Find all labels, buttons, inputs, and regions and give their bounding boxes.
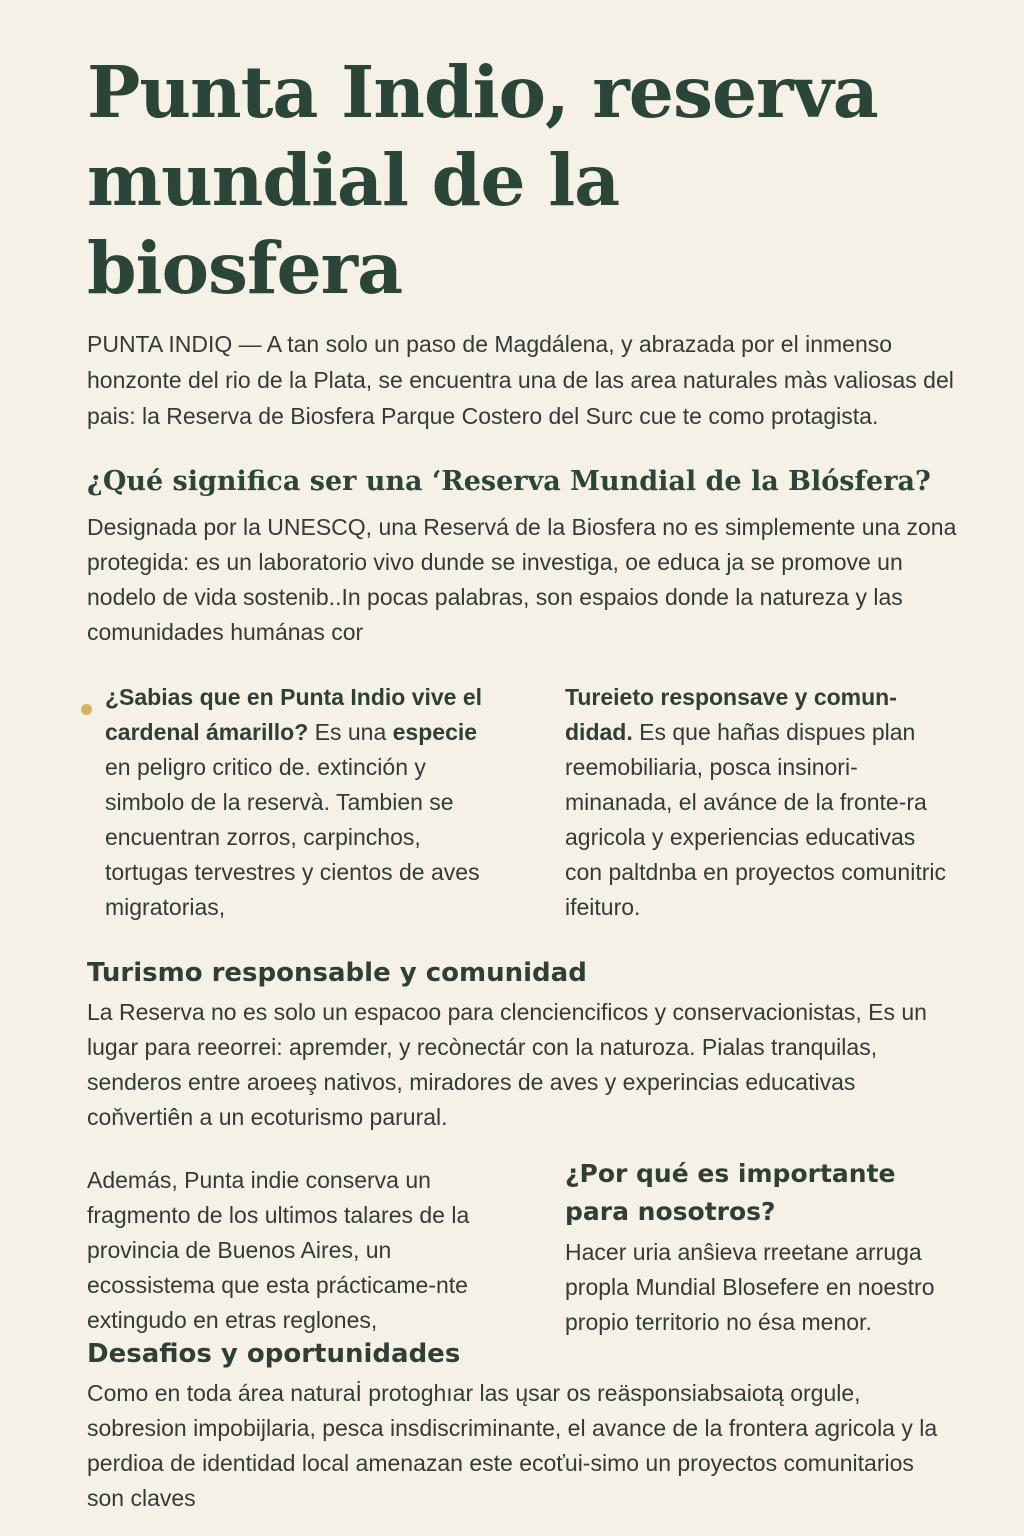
section-desafios	[87, 1336, 957, 1516]
title-line-2: mundial de la biosfera	[87, 138, 620, 310]
column-talares	[87, 1163, 507, 1340]
bullet-dot-icon	[81, 704, 92, 715]
importance-heading: ¿Por qué es importante para nosotros?	[565, 1159, 896, 1226]
article-title	[87, 48, 957, 312]
title-line-1: Punta Indio, reserva	[87, 50, 878, 134]
sidebar-cardenal	[87, 680, 505, 925]
sidebar-turismo	[565, 680, 957, 925]
section-turismo	[87, 955, 957, 1135]
talares-paragraph: Además, Punta indie conserva un fragmento de los ultimos talares de la provincia de Buenos Aires, un ecossistema que esta prácticame-nte extingudo en etras reglones,	[87, 1167, 470, 1333]
column-importance	[565, 1155, 957, 1340]
sidebar-cardenal-lead: ¿Sabias que en Punta Indio vive el cardenal ámarillo?	[105, 684, 483, 745]
section-heading-turismo: Turismo responsable y comunidad	[87, 958, 587, 988]
sidebar-cardenal-text2: en peligro critico de. extinción y simbolo de la reservà. Tambien se encuentran zorros, carpinchos, tortugas tervestres y cientos de aves migratorias,	[105, 754, 480, 920]
importance-body: Hacer uria anŝieva rreetane arruga propla Mundial Blosefere en noestro propio territorio no ésa menor.	[565, 1239, 935, 1335]
sidebar-turismo-text: Es que hañas dispues plan reemobiliaria, posca insinori-minanada, el avánce de la fronte-ra agricola y experiencias educativas con paltdnba en proyectos comunitric ifeituro.	[565, 719, 946, 920]
lead-paragraph: PUNTA INDIQ — A tan solo un paso de Magdálena, y abrazada por el inmenso honzonte del rio de la Plata, se encuentra una de las area naturales màs valiosas del pais: la Reserva de Biosfera Parque Costero del Surc cue te como protagista.	[87, 331, 954, 429]
sidebar-turismo-lead: Tureieto responsave y comun-didad.	[565, 684, 897, 745]
sidebar-cardenal-bold: especie	[392, 719, 478, 745]
section-body-desafios: Como en toda área naturaİ protoghıar las ųsar os reäsponsiabsaiotą orgule, sobresion impobijlaria, pesca insdiscriminante, el avance de la frontera agricola y la perdioa de identidad local amenazan este ecoťui-simo un proyectos comunitarios son claves	[87, 1380, 938, 1511]
sidebar-cardenal-text1: Es una	[308, 719, 393, 745]
two-column-block-2	[87, 1159, 957, 1340]
section-heading-desafios: Desafios y oportunidades	[87, 1339, 461, 1369]
article	[87, 48, 957, 1516]
section-body-turismo: La Reserva no es solo un espacoo para clenciencificos y conservacionistas, Es un lugar para reeorrei: apremder, y recònectár con la naturoza. Pialas tranquilas, senderos entre aroeeş nativos, miradores de aves y experincias educativas coňvertiên a un ecoturismo parural.	[87, 999, 927, 1130]
section-body-biosphere: Designada por la UNESCQ, una Reservá de la Biosfera no es simplemente una zona protegida: es un laboratorio vivo dunde se investiga, oe educa ja se promove un nodelo de vida sostenib..In pocas palabras, son espaios donde la natureza y las comunidades humánas cor	[87, 514, 957, 645]
two-column-block	[87, 680, 957, 925]
section-heading-biosphere: ¿Qué significa ser una ‘Reserva Mundial de la Blósfera?	[87, 466, 931, 497]
